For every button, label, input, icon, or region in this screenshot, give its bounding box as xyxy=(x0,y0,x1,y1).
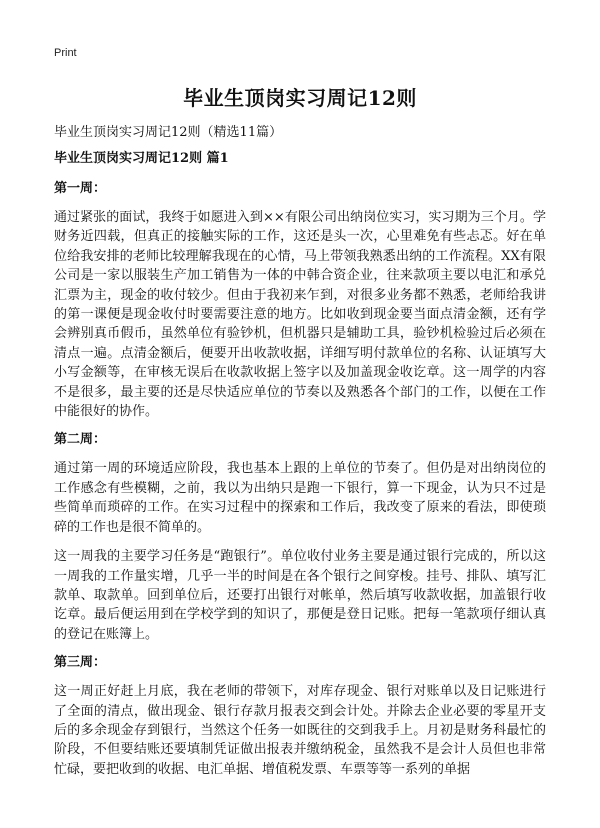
week-heading-3: 第三周： xyxy=(54,655,107,671)
week-3-paragraph-1: 这一周正好赶上月底，我在老师的带领下，对库存现金、银行对账单以及日记账进行了全面的清点，做出现金、银行存款月报表交到会计处。并除去企业必要的零星开支后的多余现金存到银行，当然这个任务一如既往的交到我手上。月初是财务科最忙的阶段，不但要结账还要填制凭证做出报表并缴纳税金，虽然我不是会计人员但也非常忙碌，要把收到的收据、电汇单据、增值税发票、车票等等一系列的单据 xyxy=(54,684,546,777)
page-title: 毕业生顶岗实习周记12则 xyxy=(183,86,417,110)
week-heading-1: 第一周： xyxy=(54,181,107,196)
week-2-paragraph-1: 通过第一周的环境适应阶段，我也基本上跟的上单位的节奏了。但仍是对出纳岗位的工作感念有些模糊，之前，我以为出纳只是跑一下银行，算一下现金，认为只不过是些简单而琐碎的工作。在实习过程中的探索和工作后，我改变了原来的看法，即使琐碎的工作也是很不简单的。 xyxy=(54,461,546,535)
week-2-paragraph-2: 这一周我的主要学习任务是“跑银行”。单位收付业务主要是通过银行完成的，所以这一周我的工作量实增，几乎一半的时间是在各个银行之间穿梭。挂号、排队、填写汇款单、取款单。回到单位后，还要打出银行对帐单，然后填写收款收据，加盖银行收讫章。最后便运用到在学校学到的知识了，那便是登日记账。把每一笔款项仔细认真的登记在账簿上。 xyxy=(54,549,546,642)
article-heading: 毕业生顶岗实习周记12则 篇1 xyxy=(54,151,229,166)
week-heading-2: 第二周： xyxy=(54,432,107,448)
print-label: Print xyxy=(54,47,77,59)
week-1-paragraph-1: 通过紧张的面试，我终于如愿进入到××有限公司出纳岗位实习，实习期为三个月。学财务近四载，但真正的接触实际的工作，这还是头一次，心里难免有些忐忑。好在单位给我安排的老师比较理解我现在的心情，马上带领我熟悉出纳的工作流程。XX有限公司是一家以服装生产加工销售为一体的中韩合资企业，往来款项主要以电汇和承兑汇票为主，现金的收付较少。但由于我初来乍到，对很多业务都不熟悉，老师给我讲的第一课便是现金收付时要需要注意的地方。比如收到现金要当面点清金额，还有学会辨别真币假币，虽然单位有验钞机，但机器只是辅助工具，验钞机检验过后必须在清点一遍。点清金额后，便要开出收款收据，详细写明付款单位的名称、认证填写大小写金额等，在审核无误后在收款收据上签字以及加盖现金收讫章。这一周学的内容不是很多，最主要的还是尽快适应单位的节奏以及熟悉各个部门的工作，以便在工作中能很好的协作。 xyxy=(54,210,546,420)
article-body xyxy=(54,150,546,789)
page-subtitle: 毕业生顶岗实习周记12则（精选11篇） xyxy=(54,125,283,140)
